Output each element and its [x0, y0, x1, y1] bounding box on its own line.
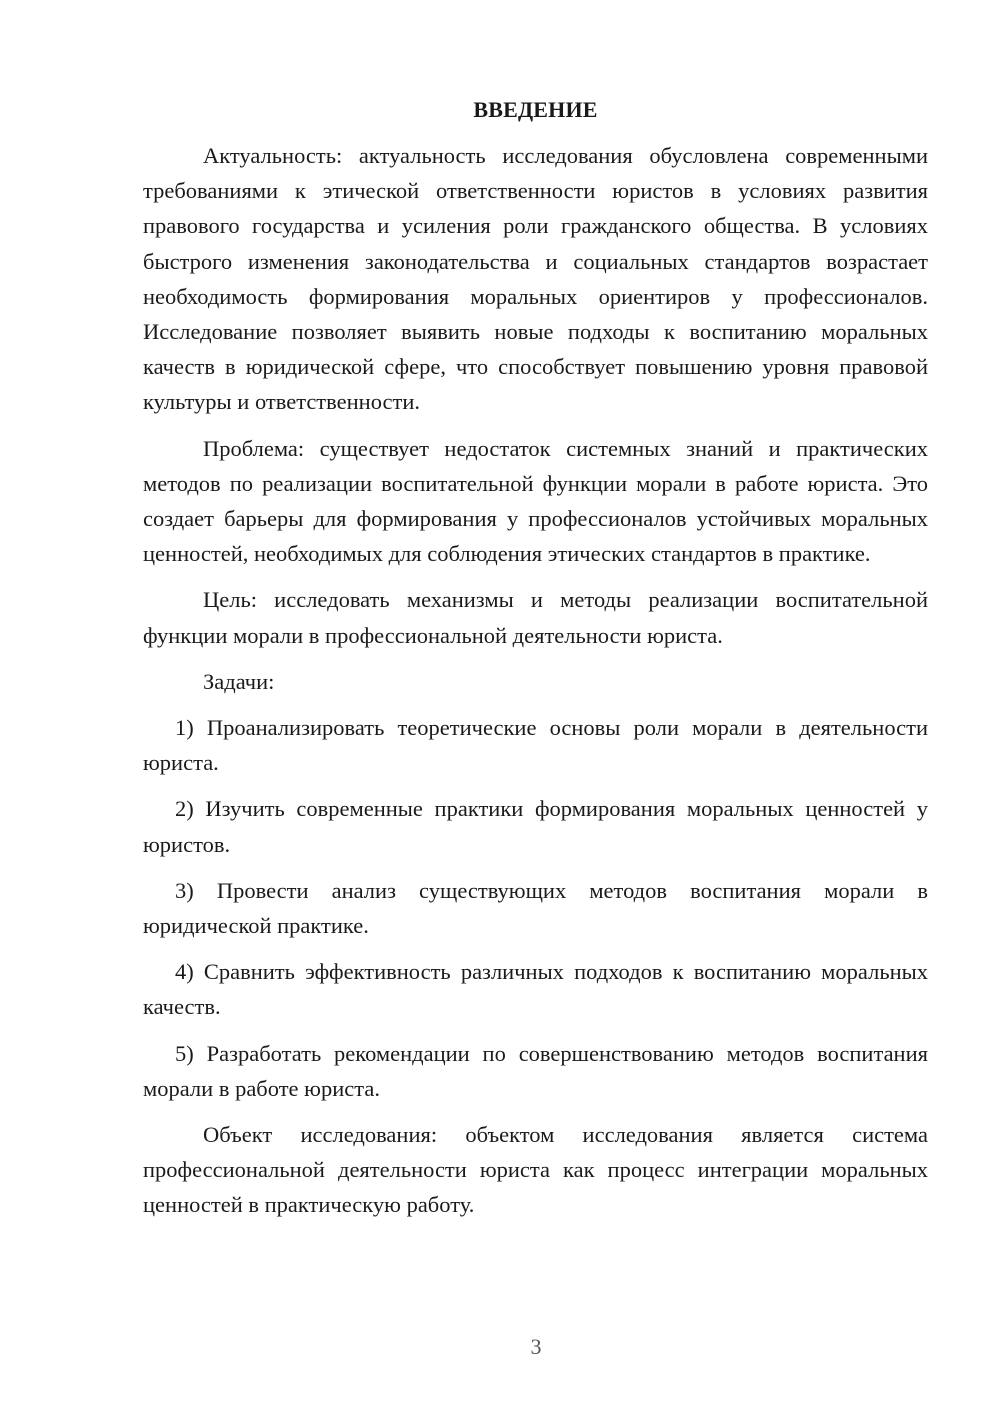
task-item-5: 5) Разработать рекомендации по совершенствованию методов воспитания морали в работе юриста. — [143, 1040, 928, 1101]
task-item-2: 2) Изучить современные практики формирования моральных ценностей у юристов. — [143, 796, 928, 857]
problem-paragraph: Проблема: существует недостаток системных знаний и практических методов по реализации воспитательной функции морали в работе юриста. Это создает барьеры для формирования у профессионалов устойчивых моральных ценностей, необходимых для соблюдения этических стандартов в практике. — [143, 435, 928, 567]
task-item-3: 3) Провести анализ существующих методов воспитания морали в юридической практике. — [143, 877, 928, 939]
task-item-4: 4) Сравнить эффективность различных подходов к воспитанию моральных качеств. — [143, 959, 928, 1020]
page-content — [143, 95, 928, 1234]
task-item-1: 1) Проанализировать теоретические основы роли морали в деятельности юриста. — [143, 715, 928, 776]
relevance-paragraph: Актуальность: актуальность исследования обусловлена современными требованиями к этической ответственности юристов в условиях развития правового государства и усиления роли гражданского общества. В условиях быстрого изменения законодательства и социальных стандартов возрастает необходимость формирования моральных ориентиров у профессионалов. Исследование позволяет выявить новые подходы к воспитанию моральных качеств в юридической сфере, что способствует повышению уровня правовой культуры и ответственности. — [143, 143, 928, 415]
tasks-list — [143, 710, 928, 1106]
section-title: ВВЕДЕНИЕ — [473, 97, 598, 122]
tasks-heading: Задачи: — [203, 668, 275, 694]
object-paragraph: Объект исследования: объектом исследования является система профессиональной деятельности юриста как процесс интеграции моральных ценностей в практическую работу. — [143, 1122, 928, 1218]
page-number: 3 — [530, 1334, 542, 1359]
goal-paragraph: Цель: исследовать механизмы и методы реализации воспитательной функции морали в профессиональной деятельности юриста. — [143, 587, 928, 648]
